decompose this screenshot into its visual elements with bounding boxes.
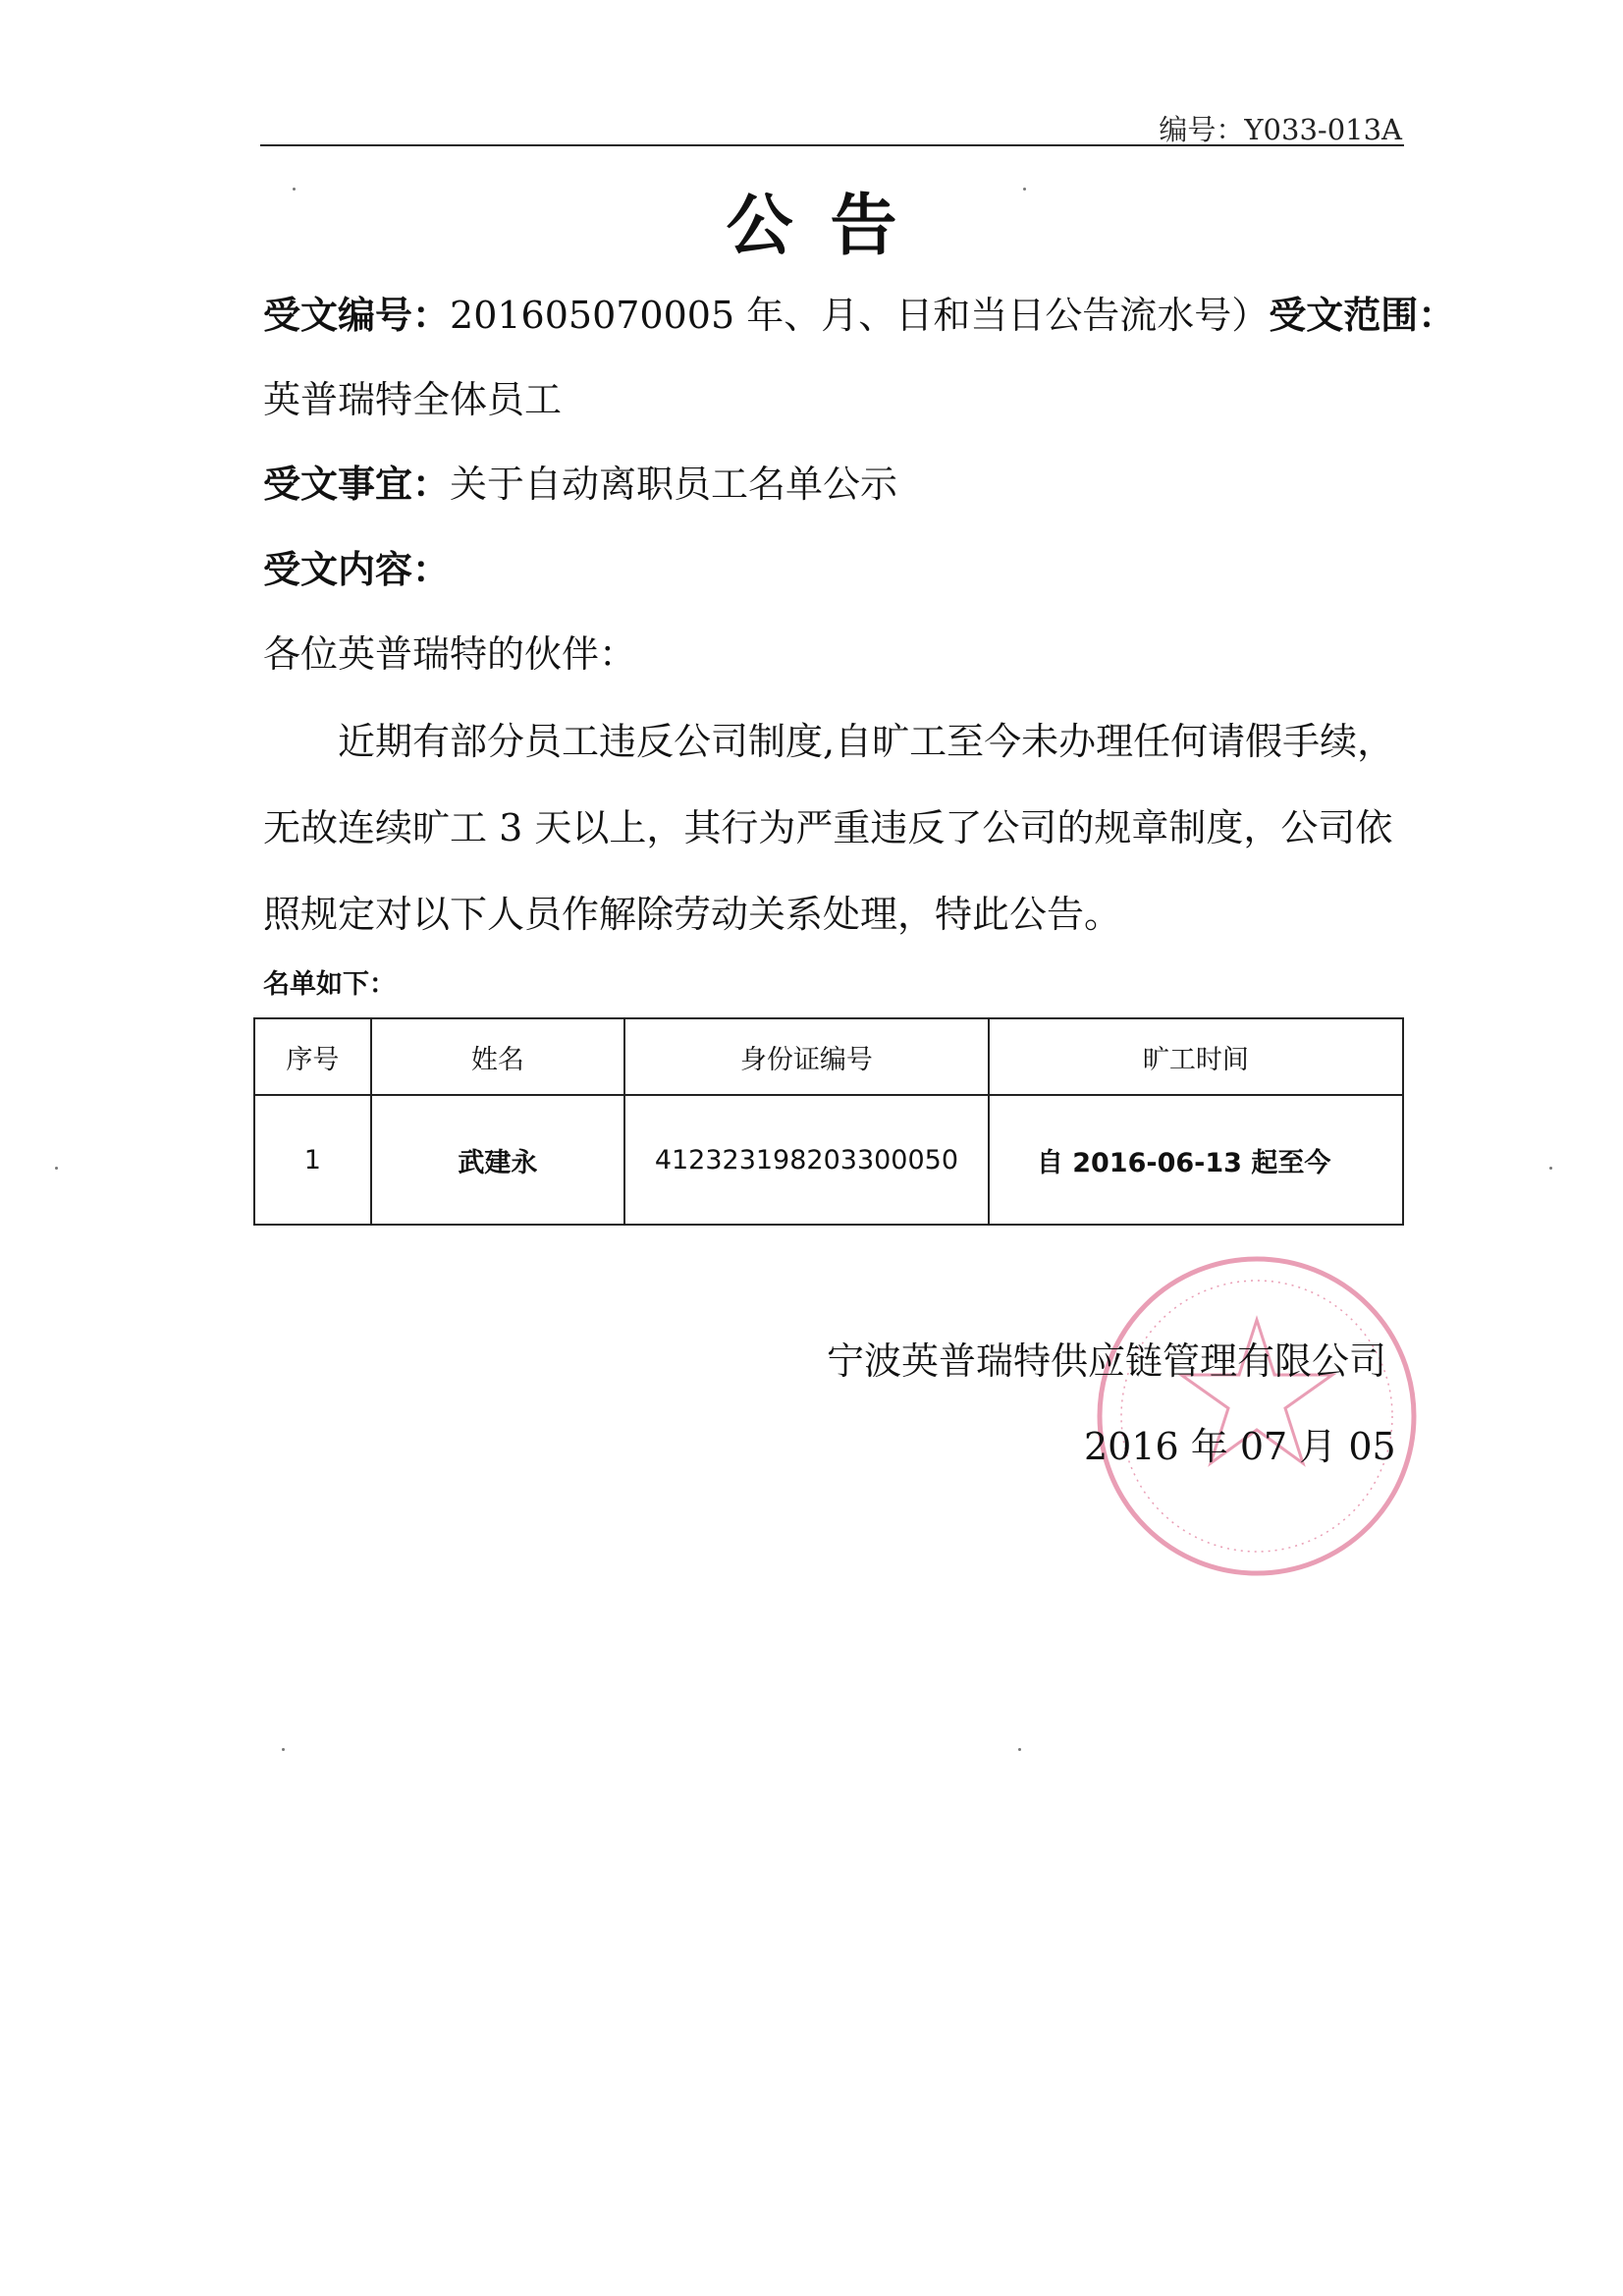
column-header: 旷工时间 <box>989 1018 1403 1095</box>
table-cell-id: 412323198203300050 <box>624 1095 989 1225</box>
scan-speck <box>282 1748 285 1751</box>
notice-paragraph <box>263 698 1402 957</box>
scope-label: 受文范围： <box>1269 293 1456 337</box>
scan-speck <box>1018 1748 1021 1751</box>
header-rule <box>260 144 1404 146</box>
table-cell-name: 武建永 <box>371 1095 624 1225</box>
table-cell-absence: 自 2016-06-13 起至今 <box>989 1095 1403 1225</box>
company-name: 宁波英普瑞特供应链管理有限公司 <box>827 1339 1387 1383</box>
employee-table <box>253 1017 1404 1226</box>
document-number: 编号：Y033-013A <box>1159 113 1402 146</box>
page-title: 公告 <box>726 187 935 265</box>
scan-speck <box>1023 188 1026 191</box>
content-label: 受文内容： <box>263 547 451 591</box>
table-row <box>254 1095 1403 1225</box>
column-header: 序号 <box>254 1018 371 1095</box>
notice-text: 近期有部分员工违反公司制度,自旷工至今未办理任何请假手续，无故连续旷工 3 天以上，其行为严重违反了公司的规章制度，公司依照规定对以下人员作解除劳动关系处理，特此公告。 <box>263 720 1395 936</box>
column-header: 姓名 <box>371 1018 624 1095</box>
subject-value: 关于自动离职员工名单公示 <box>450 463 898 506</box>
signature-date: 2016 年 07 月 05 <box>1084 1425 1396 1468</box>
doc-number-line <box>263 291 1455 340</box>
scan-speck <box>1549 1167 1552 1170</box>
scan-speck <box>293 188 296 191</box>
greeting: 各位英普瑞特的伙伴： <box>263 632 637 676</box>
list-label: 名单如下： <box>263 969 396 1000</box>
subject-label: 受文事宜： <box>263 462 451 506</box>
scope-value: 英普瑞特全体员工 <box>263 378 563 421</box>
doc-number-label: 受文编号： <box>263 293 451 337</box>
table-header-row <box>254 1018 1403 1095</box>
subject-line <box>263 460 897 509</box>
column-header: 身份证编号 <box>624 1018 989 1095</box>
table-cell-index: 1 <box>254 1095 371 1225</box>
scan-speck <box>55 1167 58 1170</box>
doc-number-value: 201605070005 年、月、日和当日公告流水号） <box>450 294 1270 337</box>
